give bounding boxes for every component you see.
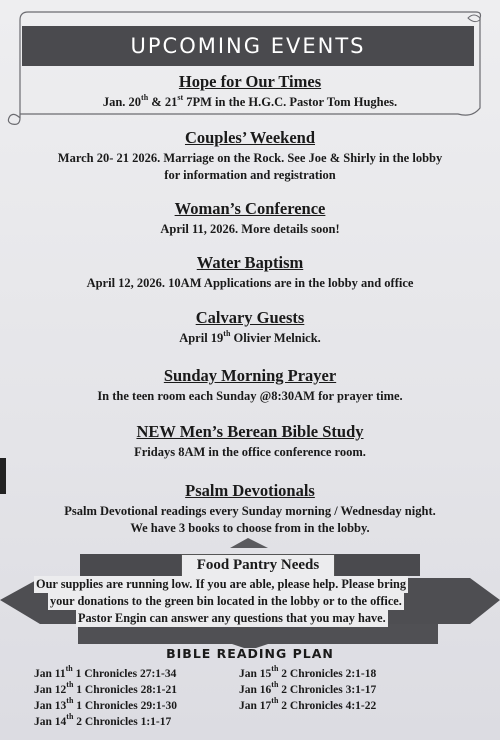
- event-title: Psalm Devotionals: [185, 481, 315, 500]
- event-title: Hope for Our Times: [178, 72, 322, 91]
- event-title: Woman’s Conference: [174, 199, 326, 218]
- event-couples-weekend: [0, 128, 500, 184]
- event-psalm-devotionals: [0, 481, 500, 537]
- event-detail: April 19th Olivier Melnick.: [179, 329, 321, 345]
- event-sunday-morning-prayer: [0, 366, 500, 405]
- event-detail: March 20- 21 2026. Marriage on the Rock. See Joe & Shirly in the lobby: [57, 151, 443, 165]
- event-detail: In the teen room each Sunday @8:30AM for prayer time.: [97, 389, 403, 403]
- reading-plan-right-column: [239, 666, 376, 714]
- event-detail: Fridays 8AM in the office conference room.: [134, 445, 366, 459]
- upcoming-events-banner: UPCOMING EVENTS: [22, 26, 474, 66]
- reading-entry: Jan 12th 1 Chronicles 28:1-21: [34, 680, 178, 696]
- event-hope-for-our-times: [0, 72, 500, 111]
- event-detail: Psalm Devotional readings every Sunday morning / Wednesday night.: [64, 504, 436, 518]
- event-detail: April 12, 2026. 10AM Applications are in the lobby and office: [86, 276, 414, 290]
- bible-reading-plan-title: BIBLE READING PLAN: [166, 646, 334, 661]
- reading-entry: Jan 15th 2 Chronicles 2:1-18: [239, 664, 377, 680]
- event-detail: April 11, 2026. More details soon!: [160, 222, 340, 236]
- event-title: Calvary Guests: [195, 308, 305, 327]
- event-title: Water Baptism: [196, 253, 304, 272]
- event-detail: Jan. 20th & 21st 7PM in the H.G.C. Pastor Tom Hughes.: [102, 93, 398, 109]
- food-pantry-title: Food Pantry Needs: [181, 554, 335, 577]
- pantry-text-line: your donations to the green bin located in the lobby or to the office.: [50, 594, 402, 608]
- event-womans-conference: [0, 199, 500, 238]
- event-title: Couples’ Weekend: [184, 128, 316, 147]
- reading-entry: Jan 13th 1 Chronicles 29:1-30: [34, 696, 178, 712]
- food-pantry-section: [0, 538, 500, 648]
- event-title: NEW Men’s Berean Bible Study: [136, 422, 364, 441]
- event-water-baptism: [0, 253, 500, 292]
- reading-plan-left-column: [34, 666, 177, 730]
- pantry-text-line: Pastor Engin can answer any questions that you may have.: [78, 611, 386, 625]
- event-mens-berean-bible-study: [0, 422, 500, 461]
- event-calvary-guests: [0, 308, 500, 347]
- event-detail: We have 3 books to choose from in the lobby.: [130, 521, 370, 535]
- pantry-text-line: Our supplies are running low. If you are able, please help. Please bring: [36, 577, 406, 591]
- event-title: Sunday Morning Prayer: [163, 366, 337, 385]
- event-detail: for information and registration: [164, 168, 336, 182]
- reading-entry: Jan 16th 2 Chronicles 3:1-17: [239, 680, 377, 696]
- reading-entry: Jan 14th 2 Chronicles 1:1-17: [34, 712, 172, 728]
- reading-entry: Jan 17th 2 Chronicles 4:1-22: [239, 696, 377, 712]
- reading-entry: Jan 11th 1 Chronicles 27:1-34: [34, 664, 177, 680]
